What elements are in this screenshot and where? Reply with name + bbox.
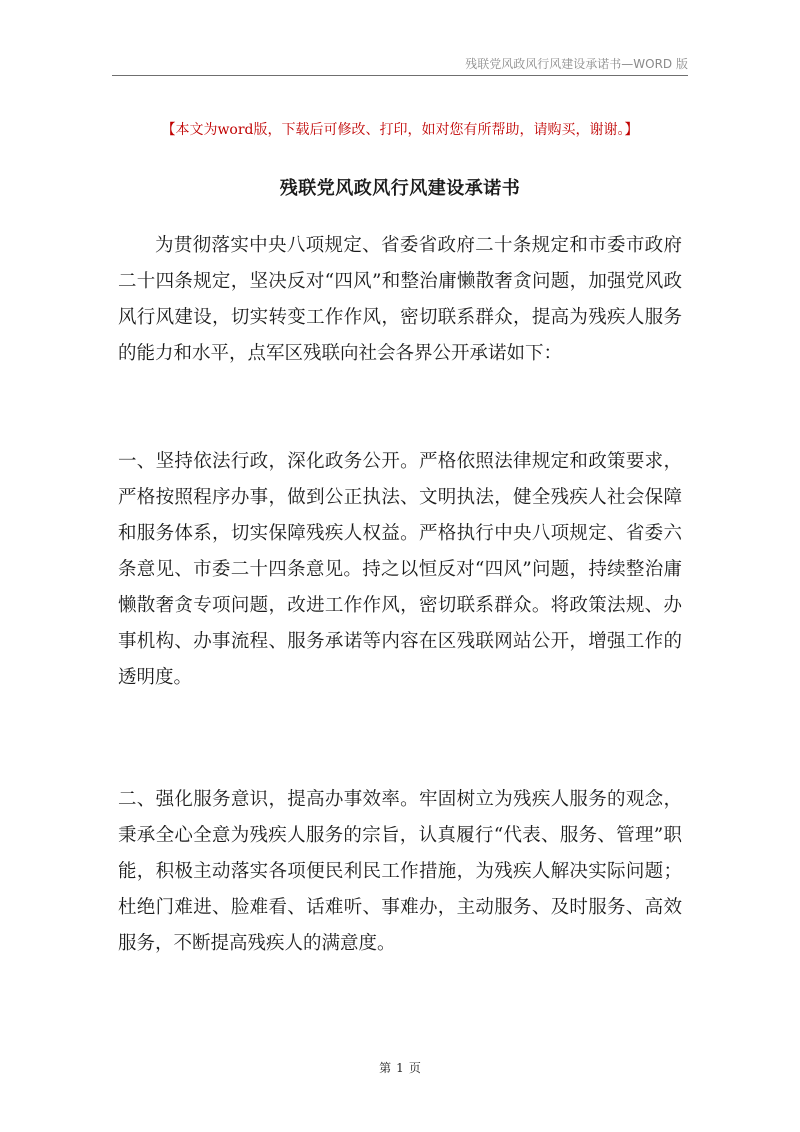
page-label-prefix: 第 <box>379 1061 392 1075</box>
running-header: 残联党风政风行风建设承诺书—WORD 版 <box>465 57 688 71</box>
header-divider <box>112 75 688 76</box>
section-two-paragraph: 二、强化服务意识，提高办事效率。牢固树立为残疾人服务的观念，秉承全心全意为残疾人服务的宗旨，认真履行“代表、服务、管理”职能，积极主动落实各项便民利民工作措施，为残疾人解决实际问题；杜绝门难进、脸难看、话难听、事难办，主动服务、及时服务、高效服务，不断提高残疾人的满意度。 <box>118 789 682 954</box>
intro-paragraph: 为贯彻落实中央八项规定、省委省政府二十条规定和市委市政府二十四条规定，坚决反对“四风”和整治庸懒散奢贪问题，加强党风政风行风建设，切实转变工作作风，密切联系群众，提高为残疾人服务的能力和水平，点军区残联向社会各界公开承诺如下： <box>118 235 682 364</box>
page-label-suffix: 页 <box>408 1061 421 1075</box>
section-one-paragraph: 一、坚持依法行政，深化政务公开。严格依照法律规定和政策要求，严格按照程序办事，做到公正执法、文明执法，健全残疾人社会保障和服务体系，切实保障残疾人权益。严格执行中央八项规定、省委六条意见、市委二十四条意见。持之以恒反对“四风”问题，持续整治庸懒散奢贪专项问题，改进工作作风，密切联系群众。将政策法规、办事机构、办事流程、服务承诺等内容在区残联网站公开，增强工作的透明度。 <box>118 451 682 688</box>
download-notice: 【本文为word版，下载后可修改、打印，如对您有所帮助，请购买，谢谢。】 <box>161 122 639 138</box>
document-title: 残联党风政风行风建设承诺书 <box>279 178 521 199</box>
page-number: 1 <box>396 1061 404 1075</box>
page-footer <box>0 1059 800 1076</box>
